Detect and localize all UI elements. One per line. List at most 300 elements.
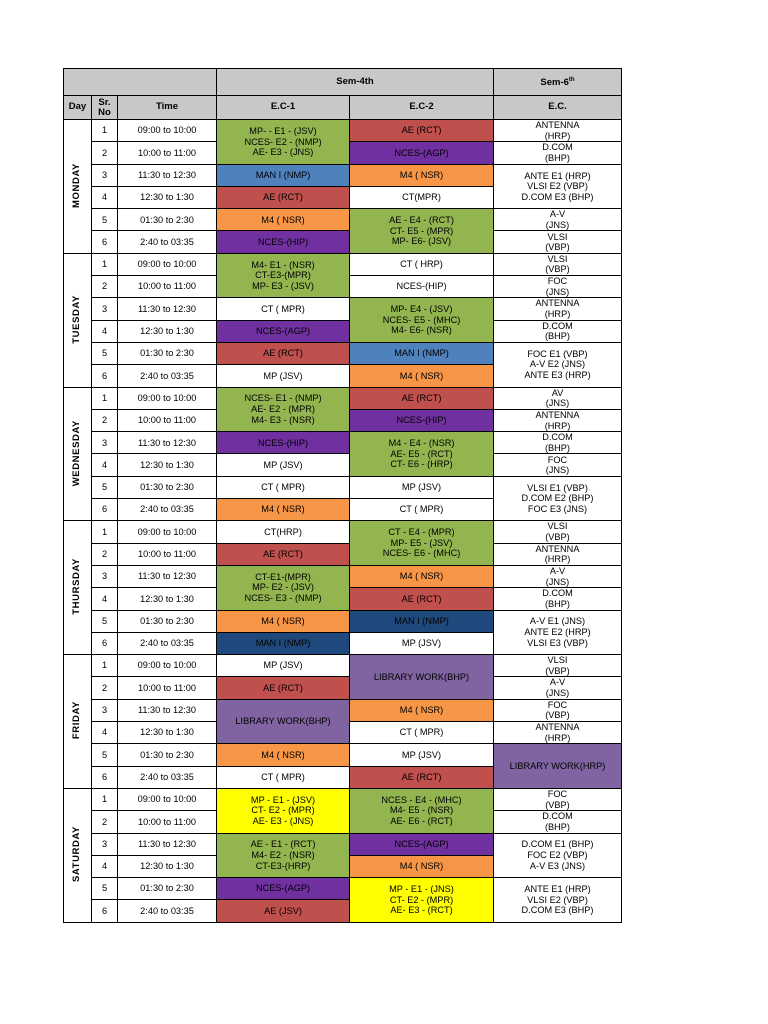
class-cell <box>350 387 494 409</box>
column-header-ec1 <box>217 96 350 120</box>
time-slot-cell: 2:40 to 03:35 <box>118 632 217 654</box>
table-row <box>64 699 622 721</box>
class-cell-text: AE - E1 - (RCT) M4- E2 - (NSR) CT-E3-(HRP) <box>250 839 316 871</box>
class-cell <box>494 521 622 543</box>
class-cell <box>350 209 494 254</box>
day-label: WEDNESDAY <box>71 419 83 486</box>
class-cell-text: NCES - E4 - (MHC) M4- E5 - (NSR) AE- E6 - (RCT) <box>381 794 462 826</box>
serial-number-cell: 2 <box>92 276 118 298</box>
class-cell-text: A-V (JNS) <box>545 565 570 587</box>
serial-number-cell: 6 <box>92 900 118 922</box>
class-cell <box>217 699 350 744</box>
class-cell-text: AE - E4 - (RCT) CT- E5 - (MPR) MP- E6- (JSV) <box>389 215 454 247</box>
column-header-sr-no-label: Sr. No <box>98 96 111 118</box>
table-row <box>64 521 622 543</box>
class-cell <box>494 409 622 431</box>
class-cell <box>350 253 494 275</box>
class-cell <box>494 320 622 342</box>
class-cell <box>350 521 494 566</box>
class-cell-text: NCES-(HIP) <box>396 281 447 292</box>
class-cell <box>217 298 350 320</box>
class-cell-text: NCES-(AGP) <box>394 147 449 158</box>
class-cell-text: D.COM (BHP) <box>542 588 573 609</box>
class-cell-text: LIBRARY WORK(BHP) <box>235 716 331 727</box>
serial-number-cell: 4 <box>92 588 118 610</box>
serial-number-cell: 5 <box>92 209 118 231</box>
class-cell <box>350 632 494 654</box>
class-cell <box>350 298 494 343</box>
class-cell <box>350 164 494 186</box>
class-cell-text: ANTENNA (HRP) <box>535 120 580 141</box>
class-cell <box>350 722 494 744</box>
time-slot-cell: 10:00 to 11:00 <box>118 811 217 833</box>
column-header-ec1-label: E.C-1 <box>270 101 296 113</box>
serial-number-cell: 2 <box>92 142 118 164</box>
class-cell <box>494 610 622 655</box>
class-cell-text: D.COM (BHP) <box>542 432 573 453</box>
class-cell-text: ANTENNA (HRP) <box>535 543 580 565</box>
class-cell <box>217 320 350 342</box>
day-cell-friday <box>64 655 92 789</box>
class-cell-text: VLSI (VBP) <box>545 231 570 253</box>
class-cell <box>494 476 622 521</box>
class-cell-text: AV (JNS) <box>545 387 570 409</box>
class-cell-text: M4 - E4 - (NSR) AE- E5 - (RCT) CT- E6 - (HRP) <box>388 438 455 470</box>
time-slot-cell: 2:40 to 03:35 <box>118 900 217 922</box>
column-header-ec <box>494 96 622 120</box>
day-cell-wednesday <box>64 387 92 521</box>
class-cell <box>217 878 350 900</box>
class-cell-text: MP (JSV) <box>401 749 442 760</box>
class-cell <box>217 342 350 364</box>
table-row <box>64 543 622 565</box>
class-cell-text: MP- E4 - (JSV) NCES- E5 - (MHC) M4- E6- (NSR) <box>382 304 461 336</box>
time-slot-cell: 11:30 to 12:30 <box>118 164 217 186</box>
table-row <box>64 476 622 498</box>
class-cell-text: ANTENNA (HRP) <box>535 722 580 743</box>
column-header-day <box>64 96 92 120</box>
semester-6-label: Sem-6 <box>540 77 569 89</box>
class-cell-text: FOC (JNS) <box>545 454 570 476</box>
class-cell <box>217 164 350 186</box>
class-cell <box>217 231 350 253</box>
day-cell-thursday <box>64 521 92 655</box>
day-label: FRIDAY <box>71 701 83 740</box>
class-cell <box>217 632 350 654</box>
time-slot-cell: 01:30 to 2:30 <box>118 209 217 231</box>
serial-number-cell: 5 <box>92 476 118 498</box>
column-header-time <box>118 96 217 120</box>
serial-number-cell: 1 <box>92 120 118 142</box>
class-cell-text: CT ( MPR) <box>261 771 305 782</box>
time-slot-cell: 10:00 to 11:00 <box>118 543 217 565</box>
class-cell <box>350 588 494 610</box>
class-cell-text: MAN I (NMP) <box>394 348 449 359</box>
class-cell <box>494 454 622 476</box>
time-slot-cell: 11:30 to 12:30 <box>118 298 217 320</box>
class-cell-text: NCES-(AGP) <box>255 326 311 337</box>
class-cell <box>217 454 350 476</box>
class-cell-text: NCES-(HIP) <box>396 415 447 426</box>
class-cell <box>494 253 622 275</box>
time-slot-cell: 11:30 to 12:30 <box>118 699 217 721</box>
class-cell <box>217 521 350 543</box>
serial-number-cell: 1 <box>92 521 118 543</box>
class-cell-text: NCES-(AGP) <box>255 883 311 894</box>
class-cell-text: M4 ( NSR) <box>399 861 444 872</box>
time-slot-cell: 09:00 to 10:00 <box>118 521 217 543</box>
serial-number-cell: 5 <box>92 744 118 766</box>
class-cell-text: D.COM (BHP) <box>542 320 573 342</box>
class-cell <box>217 120 350 165</box>
class-cell-text: A-V (JNS) <box>545 209 570 230</box>
class-cell <box>494 588 622 610</box>
class-cell-text: MP - E1 - (JNS) CT- E2 - (MPR) AE- E3 - (RCT) <box>389 884 454 916</box>
class-cell-text: AE (RCT) <box>263 348 303 359</box>
class-cell <box>350 833 494 855</box>
class-cell <box>494 387 622 409</box>
time-slot-cell: 12:30 to 1:30 <box>118 186 217 208</box>
class-cell <box>350 878 494 923</box>
class-cell <box>350 276 494 298</box>
class-cell <box>350 610 494 632</box>
table-row <box>64 432 622 454</box>
table-row <box>64 320 622 342</box>
class-cell <box>494 142 622 164</box>
class-cell-text: D.COM (BHP) <box>542 142 573 163</box>
class-cell <box>350 788 494 833</box>
serial-number-cell: 6 <box>92 499 118 521</box>
class-cell <box>350 365 494 387</box>
serial-number-cell: 3 <box>92 833 118 855</box>
class-cell-text: AE (RCT) <box>401 593 442 604</box>
class-cell <box>217 432 350 454</box>
table-row <box>64 677 622 699</box>
time-slot-cell: 10:00 to 11:00 <box>118 276 217 298</box>
class-cell <box>217 833 350 878</box>
class-cell-text: NCES-(AGP) <box>394 838 449 849</box>
time-slot-cell: 2:40 to 03:35 <box>118 365 217 387</box>
serial-number-cell: 6 <box>92 231 118 253</box>
class-cell <box>217 655 350 677</box>
class-cell-text: M4 ( NSR) <box>399 571 444 582</box>
serial-number-cell: 3 <box>92 432 118 454</box>
class-cell <box>217 744 350 766</box>
serial-number-cell: 1 <box>92 387 118 409</box>
class-cell-text: MAN I (NMP) <box>255 169 311 180</box>
class-cell-text: M4- E1 - (NSR) CT-E3-(MPR) MP- E3 - (JSV) <box>251 259 315 291</box>
class-cell-text: A-V E1 (JNS) ANTE E2 (HRP) VLSI E3 (VBP) <box>524 616 591 648</box>
class-cell-text: CT ( HRP) <box>400 259 443 270</box>
table-row <box>64 231 622 253</box>
class-cell-text: MAN I (NMP) <box>255 638 311 649</box>
time-slot-cell: 2:40 to 03:35 <box>118 766 217 788</box>
table-row <box>64 788 622 810</box>
class-cell <box>350 120 494 142</box>
day-cell-tuesday <box>64 253 92 387</box>
table-row <box>64 209 622 231</box>
class-cell-text: CT-E1-(MPR) MP- E2 - (JSV) NCES- E3 - (NMP) <box>244 571 322 604</box>
class-cell-text: CT ( MPR) <box>399 504 444 515</box>
semester-6-suffix: th <box>568 77 575 84</box>
time-slot-cell: 09:00 to 10:00 <box>118 253 217 275</box>
class-cell-text: M4 ( NSR) <box>399 370 444 381</box>
class-cell-text: MP (JSV) <box>263 370 303 381</box>
class-cell <box>494 655 622 677</box>
class-cell <box>350 409 494 431</box>
class-cell-text: AE (RCT) <box>401 392 442 403</box>
class-cell <box>217 387 350 432</box>
class-cell <box>350 855 494 877</box>
serial-number-cell: 1 <box>92 655 118 677</box>
day-label: MONDAY <box>71 162 83 208</box>
serial-number-cell: 2 <box>92 811 118 833</box>
class-cell-text: M4 ( NSR) <box>261 504 305 515</box>
serial-number-cell: 2 <box>92 677 118 699</box>
serial-number-cell: 6 <box>92 766 118 788</box>
column-header-ec2-label: E.C-2 <box>409 101 434 113</box>
class-cell <box>494 543 622 565</box>
timetable <box>63 68 622 923</box>
class-cell <box>494 432 622 454</box>
time-slot-cell: 01:30 to 2:30 <box>118 610 217 632</box>
serial-number-cell: 4 <box>92 320 118 342</box>
class-cell-text: MP- - E1 - (JSV) NCES- E2 - (NMP) AE- E3 - (JNS) <box>244 125 322 158</box>
class-cell-text: CT ( MPR) <box>261 482 305 493</box>
class-cell <box>217 565 350 610</box>
serial-number-cell: 3 <box>92 699 118 721</box>
day-label: TUESDAY <box>71 294 83 344</box>
class-cell-text: MP (JSV) <box>401 482 442 493</box>
time-slot-cell: 01:30 to 2:30 <box>118 744 217 766</box>
class-cell-text: CT(MPR) <box>402 192 441 203</box>
table-row <box>64 342 622 364</box>
time-slot-cell: 09:00 to 10:00 <box>118 788 217 810</box>
class-cell-text: CT ( MPR) <box>399 727 444 738</box>
class-cell-text: M4 ( NSR) <box>261 615 305 626</box>
class-cell <box>494 878 622 923</box>
serial-number-cell: 4 <box>92 722 118 744</box>
class-cell <box>350 744 494 766</box>
time-slot-cell: 10:00 to 11:00 <box>118 677 217 699</box>
class-cell <box>494 744 622 789</box>
class-cell-text: NCES-(HIP) <box>257 437 309 448</box>
semester-6-header <box>494 69 622 96</box>
class-cell-text: M4 ( NSR) <box>399 705 444 716</box>
table-row <box>64 454 622 476</box>
timetable-body <box>64 120 622 923</box>
class-cell <box>494 788 622 810</box>
class-cell-text: LIBRARY WORK(HRP) <box>509 760 606 771</box>
time-slot-cell: 09:00 to 10:00 <box>118 387 217 409</box>
class-cell <box>350 186 494 208</box>
serial-number-cell: 6 <box>92 365 118 387</box>
class-cell <box>350 142 494 164</box>
time-slot-cell: 10:00 to 11:00 <box>118 142 217 164</box>
class-cell <box>494 298 622 320</box>
serial-number-cell: 4 <box>92 454 118 476</box>
class-cell-text: LIBRARY WORK(BHP) <box>373 671 470 682</box>
class-cell-text: VLSI (VBP) <box>545 253 570 275</box>
class-cell <box>217 499 350 521</box>
time-slot-cell: 12:30 to 1:30 <box>118 454 217 476</box>
class-cell <box>494 276 622 298</box>
class-cell <box>494 677 622 699</box>
class-cell <box>217 610 350 632</box>
table-row <box>64 253 622 275</box>
class-cell <box>494 565 622 587</box>
column-header-sr-no <box>92 96 118 120</box>
table-row <box>64 298 622 320</box>
class-cell-text: ANTENNA (HRP) <box>535 298 580 320</box>
semester-4-header <box>217 69 494 96</box>
semester-4-label: Sem-4th <box>336 75 374 87</box>
class-cell-text: AE (RCT) <box>263 682 303 693</box>
time-slot-cell: 12:30 to 1:30 <box>118 722 217 744</box>
table-row <box>64 655 622 677</box>
time-slot-cell: 2:40 to 03:35 <box>118 231 217 253</box>
header-blank-cell <box>64 69 217 96</box>
class-cell <box>217 209 350 231</box>
class-cell <box>217 543 350 565</box>
time-slot-cell: 12:30 to 1:30 <box>118 588 217 610</box>
serial-number-cell: 3 <box>92 565 118 587</box>
class-cell <box>494 811 622 833</box>
serial-number-cell: 4 <box>92 186 118 208</box>
class-cell <box>217 253 350 298</box>
time-slot-cell: 2:40 to 03:35 <box>118 499 217 521</box>
table-row <box>64 120 622 142</box>
class-cell-text: ANTE E1 (HRP) VLSI E2 (VBP) D.COM E3 (BHP) <box>521 884 594 916</box>
class-cell <box>494 722 622 744</box>
serial-number-cell: 2 <box>92 409 118 431</box>
column-header-day-label: Day <box>68 101 87 113</box>
class-cell-text: NCES-(HIP) <box>257 236 309 247</box>
class-cell <box>217 900 350 922</box>
class-cell-text: FOC (JNS) <box>545 276 570 297</box>
time-slot-cell: 11:30 to 12:30 <box>118 833 217 855</box>
class-cell <box>217 788 350 833</box>
class-cell <box>494 209 622 231</box>
time-slot-cell: 01:30 to 2:30 <box>118 476 217 498</box>
class-cell <box>350 432 494 477</box>
class-cell <box>350 565 494 587</box>
time-slot-cell: 09:00 to 10:00 <box>118 120 217 142</box>
day-cell-saturday <box>64 788 92 922</box>
time-slot-cell: 11:30 to 12:30 <box>118 565 217 587</box>
class-cell-text: VLSI (VBP) <box>545 655 570 676</box>
serial-number-cell: 3 <box>92 164 118 186</box>
class-cell <box>217 476 350 498</box>
time-slot-cell: 09:00 to 10:00 <box>118 655 217 677</box>
class-cell-text: AE (JSV) <box>264 905 302 916</box>
time-slot-cell: 11:30 to 12:30 <box>118 432 217 454</box>
class-cell <box>494 342 622 387</box>
serial-number-cell: 5 <box>92 342 118 364</box>
class-cell <box>217 677 350 699</box>
class-cell <box>350 342 494 364</box>
class-cell <box>217 365 350 387</box>
class-cell <box>494 164 622 209</box>
time-slot-cell: 12:30 to 1:30 <box>118 855 217 877</box>
class-cell-text: MAN I (NMP) <box>394 615 449 626</box>
class-cell-text: FOC E1 (VBP) A-V E2 (JNS) ANTE E3 (HRP) <box>524 348 591 381</box>
class-cell <box>217 186 350 208</box>
class-cell-text: M4 ( NSR) <box>261 749 305 760</box>
class-cell <box>217 766 350 788</box>
class-cell <box>494 833 622 878</box>
class-cell-text: MP (JSV) <box>263 660 303 671</box>
serial-number-cell: 5 <box>92 878 118 900</box>
column-header-ec-label: E.C. <box>548 101 567 113</box>
table-row <box>64 610 622 632</box>
serial-number-cell: 1 <box>92 253 118 275</box>
table-row <box>64 878 622 900</box>
class-cell-text: MP (JSV) <box>401 638 442 649</box>
serial-number-cell: 5 <box>92 610 118 632</box>
class-cell-text: D.COM E1 (BHP) FOC E2 (VBP) A-V E3 (JNS) <box>521 839 594 871</box>
class-cell <box>350 699 494 721</box>
class-cell <box>494 699 622 721</box>
class-cell-text: CT ( MPR) <box>261 303 305 314</box>
class-cell-text: MP (JSV) <box>263 459 303 470</box>
class-cell-text: MP - E1 - (JSV) CT- E2 - (MPR) AE- E3 - (JNS) <box>250 794 316 826</box>
time-slot-cell: 10:00 to 11:00 <box>118 409 217 431</box>
class-cell-text: AE (RCT) <box>401 125 442 136</box>
column-header-ec2 <box>350 96 494 120</box>
class-cell-text: D.COM (BHP) <box>542 811 573 832</box>
table-row <box>64 565 622 587</box>
table-row <box>64 387 622 409</box>
class-cell <box>350 766 494 788</box>
class-cell <box>350 476 494 498</box>
class-cell-text: FOC (VBP) <box>545 699 570 721</box>
time-slot-cell: 01:30 to 2:30 <box>118 342 217 364</box>
class-cell-text: VLSI E1 (VBP) D.COM E2 (BHP) FOC E3 (JNS) <box>521 482 594 514</box>
class-cell-text: M4 ( NSR) <box>261 214 305 225</box>
class-cell-text: ANTE E1 (HRP) VLSI E2 (VBP) D.COM E3 (BHP) <box>521 170 594 202</box>
serial-number-cell: 4 <box>92 855 118 877</box>
time-slot-cell: 01:30 to 2:30 <box>118 878 217 900</box>
class-cell-text: NCES- E1 - (NMP) AE- E2 - (MPR) M4- E3 - (NSR) <box>244 393 322 425</box>
class-cell-text: A-V (JNS) <box>545 677 570 699</box>
table-row <box>64 833 622 855</box>
table-row <box>64 164 622 186</box>
day-label: THURSDAY <box>71 558 83 615</box>
time-slot-cell: 12:30 to 1:30 <box>118 320 217 342</box>
class-cell <box>494 120 622 142</box>
class-cell-text: M4 ( NSR) <box>399 169 444 180</box>
class-cell <box>350 655 494 700</box>
table-row <box>64 744 622 766</box>
day-label: SATURDAY <box>71 825 83 882</box>
column-header-time-label: Time <box>155 101 178 113</box>
class-cell-text: VLSI (VBP) <box>545 521 570 542</box>
serial-number-cell: 3 <box>92 298 118 320</box>
class-cell-text: ANTENNA (HRP) <box>535 409 580 431</box>
class-cell-text: AE (RCT) <box>263 548 303 559</box>
serial-number-cell: 2 <box>92 543 118 565</box>
day-cell-monday <box>64 120 92 254</box>
serial-number-cell: 1 <box>92 788 118 810</box>
serial-number-cell: 6 <box>92 632 118 654</box>
class-cell <box>350 499 494 521</box>
class-cell-text: CT - E4 - (MPR) MP- E5 - (JSV) NCES- E6 - (MHC) <box>382 527 461 559</box>
class-cell-text: FOC (VBP) <box>545 788 570 810</box>
class-cell-text: AE (RCT) <box>401 771 442 782</box>
class-cell <box>494 231 622 253</box>
class-cell-text: AE (RCT) <box>263 192 303 203</box>
